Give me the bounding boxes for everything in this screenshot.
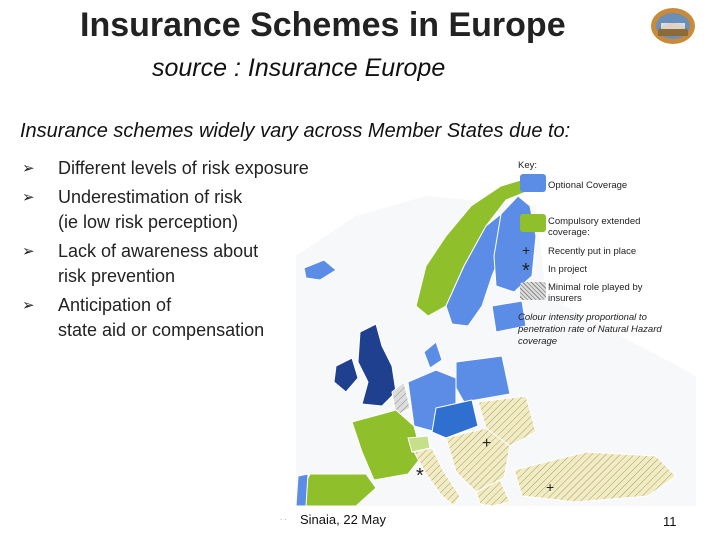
minimal-role-label: Minimal role played by xyxy=(548,282,643,293)
footer-text: Sinaia, 22 May xyxy=(300,512,386,527)
minimal-role-swatch xyxy=(520,282,546,300)
bullet-item xyxy=(22,185,309,235)
map-plus-marker: + xyxy=(482,435,492,452)
bullet-line: state aid or compensation xyxy=(58,320,265,340)
slide-subtitle: source : Insurance Europe xyxy=(152,54,446,82)
page-number: 11 xyxy=(663,514,677,529)
bullet-line: Underestimation of risk xyxy=(58,187,243,207)
recent-plus-icon: + xyxy=(522,242,531,258)
compulsory-coverage-swatch xyxy=(520,214,546,232)
arrow-bullet-icon: ➢ xyxy=(22,243,35,260)
footer-dots: . . xyxy=(280,513,287,522)
key-note-3: coverage xyxy=(518,336,558,347)
bullet-line: Anticipation of xyxy=(58,295,172,315)
bullet-line: risk prevention xyxy=(58,266,176,286)
minimal-role-label-2: insurers xyxy=(548,293,582,304)
arrow-bullet-icon: ➢ xyxy=(22,160,35,177)
key-title: Key: xyxy=(518,160,538,171)
map-plus-marker: + xyxy=(546,479,555,495)
bullet-item xyxy=(22,239,309,289)
compulsory-coverage-label-2: coverage: xyxy=(548,227,590,238)
intro-text: Insurance schemes widely vary across Member States due to: xyxy=(20,120,571,142)
key-note: Colour intensity proportional to xyxy=(518,312,647,323)
optional-coverage-label: Optional Coverage xyxy=(548,180,628,191)
bullet-item xyxy=(22,293,309,343)
poland-shape xyxy=(456,356,510,402)
key-note-2: penetration rate of Natural Hazard xyxy=(518,324,662,335)
compulsory-coverage-label: Compulsory extended xyxy=(548,216,641,227)
optional-coverage-swatch xyxy=(520,174,546,192)
arrow-bullet-icon: ➢ xyxy=(22,297,35,314)
project-label: In project xyxy=(548,264,588,275)
slide-title: Insurance Schemes in Europe xyxy=(80,6,566,44)
arrow-bullet-icon: ➢ xyxy=(22,189,35,206)
bullet-item xyxy=(22,156,309,181)
bullet-line: Lack of awareness about xyxy=(58,241,259,261)
portugal-shape xyxy=(296,474,308,506)
recent-label: Recently put in place xyxy=(548,246,637,257)
map-star-marker: * xyxy=(416,465,424,487)
bullet-list xyxy=(22,156,309,347)
bullet-line: Different levels of risk exposure xyxy=(58,158,309,178)
organization-logo xyxy=(648,6,698,46)
bullet-line: (ie low risk perception) xyxy=(58,212,239,232)
project-star-icon: * xyxy=(522,260,530,282)
